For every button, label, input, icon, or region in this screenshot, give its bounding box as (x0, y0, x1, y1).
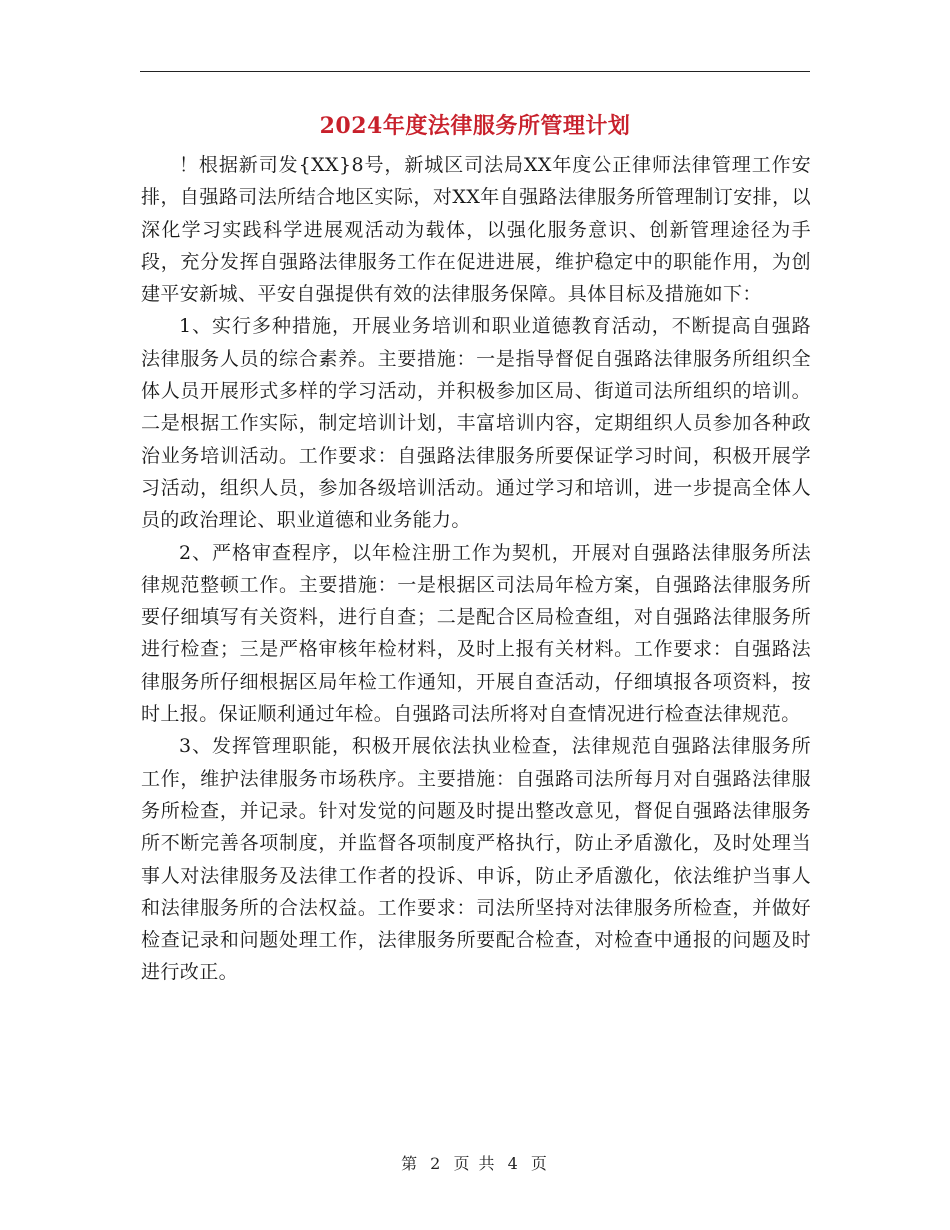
paragraph-item-3: 3、发挥管理职能，积极开展依法执业检查，法律规范自强路法律服务所工作，维护法律服务市场秩序。主要措施：自强路司法所每月对自强路法律服务所检查，并记录。针对发觉的问题及时提出整改意见，督促自强路法律服务所不断完善各项制度，并监督各项制度严格执行，防止矛盾激化，及时处理当事人对法律服务及法律工作者的投诉、申诉，防止矛盾激化，依法维护当事人和法律服务所的合法权益。工作要求：司法所坚持对法律服务所检查，并做好检查记录和问题处理工作，法律服务所要配合检查，对检查中通报的问题及时进行改正。 (141, 735, 811, 984)
footer-suffix: 页 (530, 1154, 549, 1173)
footer-total-pages: 4 (507, 1154, 520, 1173)
paragraph-intro: ！根据新司发{XX}8号，新城区司法局XX年度公正律师法律管理工作安排，自强路司法所结合地区实际，对XX年自强路法律服务所管理制订安排，以深化学习实践科学进展观活动为载体，以强化服务意识、创新管理途径为手段，充分发挥自强路法律服务工作在促进进展，维护稳定中的职能作用，为创建平安新城、平安自强提供有效的法律服务保障。具体目标及措施如下： (141, 154, 811, 306)
footer-middle: 页 共 (453, 1154, 497, 1173)
paragraph-item-1: 1、实行多种措施，开展业务培训和职业道德教育活动，不断提高自强路法律服务人员的综合素养。主要措施：一是指导督促自强路法律服务所组织全体人员开展形式多样的学习活动，并积极参加区局、街道司法所组织的培训。二是根据工作实际，制定培训计划，丰富培训内容，定期组织人员参加各种政治业务培训活动。工作要求：自强路法律服务所要保证学习时间，积极开展学习活动，组织人员，参加各级培训活动。通过学习和培训，进一步提高全体人员的政治理论、职业道德和业务能力。 (141, 315, 811, 532)
footer-prefix: 第 (401, 1154, 420, 1173)
paragraph-item-2: 2、严格审查程序，以年检注册工作为契机，开展对自强路法律服务所法律规范整顿工作。主要措施：一是根据区司法局年检方案，自强路法律服务所要仔细填写有关资料，进行自查；二是配合区局检查组，对自强路法律服务所进行检查；三是严格审核年检材料，及时上报有关材料。工作要求：自强路法律服务所仔细根据区局年检工作通知，开展自查活动，仔细填报各项资料，按时上报。保证顺利通过年检。自强路司法所将对自查情况进行检查法律规范。 (141, 541, 811, 726)
header-rule (140, 71, 810, 72)
page-footer (0, 1151, 950, 1174)
document-body (141, 149, 811, 989)
footer-page-number: 2 (430, 1154, 443, 1173)
document-title: 2024年度法律服务所管理计划 (319, 113, 631, 139)
